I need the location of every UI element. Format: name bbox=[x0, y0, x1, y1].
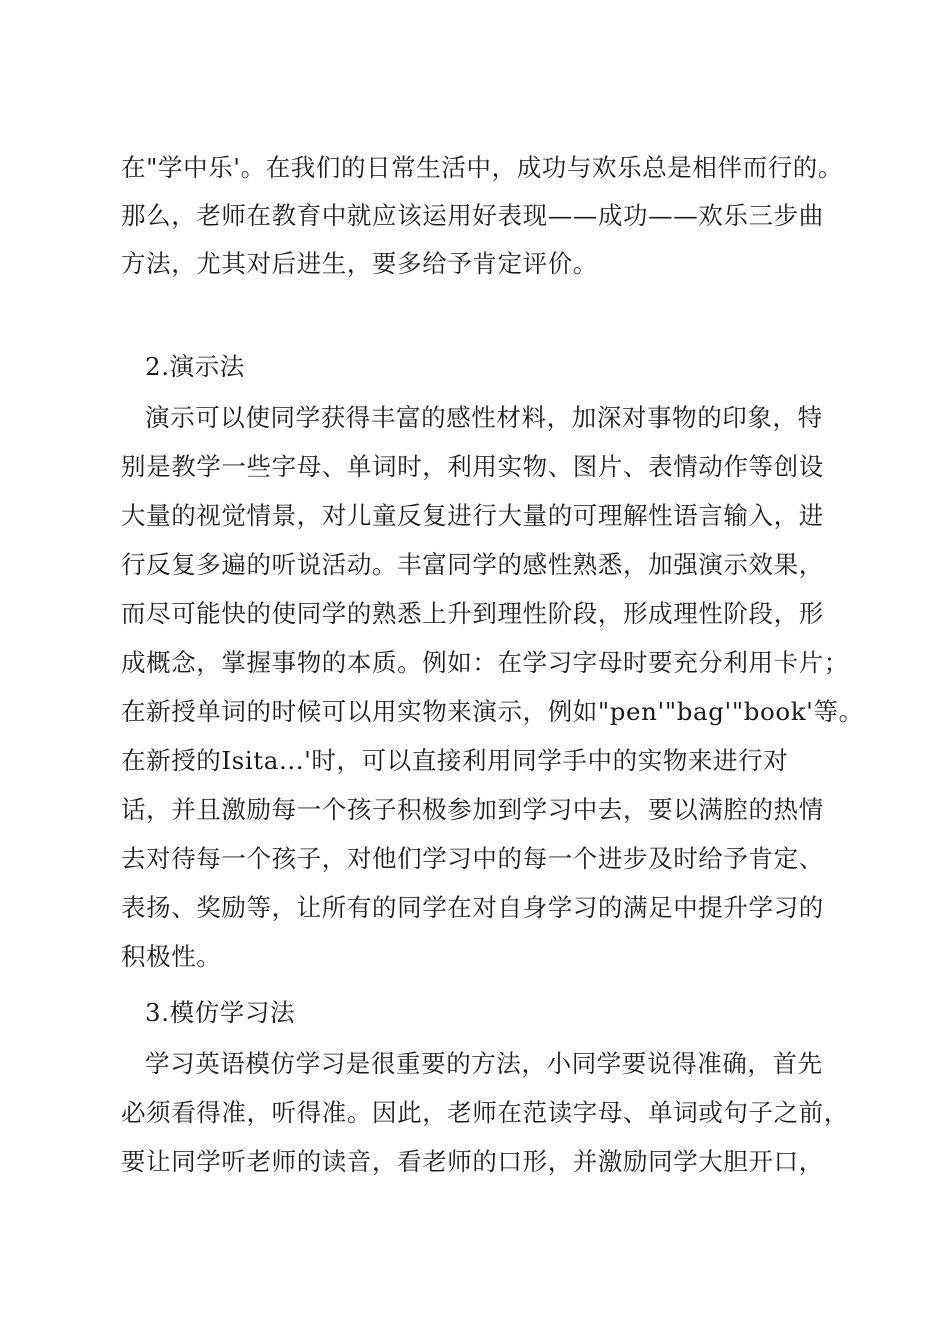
text-line: 方法，尤其对后进生，要多给予肯定评价。 bbox=[121, 249, 598, 278]
text-line: 学习英语模仿学习是很重要的方法，小同学要说得准确，首先 bbox=[145, 1049, 823, 1078]
text-line: 表扬、奖励等，让所有的同学在对自身学习的满足中提升学习的 bbox=[121, 893, 824, 922]
section-heading: 2.演示法 bbox=[145, 352, 245, 381]
text-line: 行反复多遍的听说活动。丰富同学的感性熟悉，加强演示效果， bbox=[121, 550, 824, 579]
text-line: 大量的视觉情景，对儿童反复进行大量的可理解性语言输入，进 bbox=[121, 501, 824, 530]
text-line: 在新授的Isita...'时，可以直接利用同学手中的实物来进行对 bbox=[121, 746, 789, 775]
text-line: 要让同学听老师的读音，看老师的口形，并激励同学大胆开口， bbox=[121, 1147, 824, 1176]
text-line: 在"学中乐'。在我们的日常生活中，成功与欢乐总是相伴而行的。 bbox=[121, 153, 844, 182]
text-line: 而尽可能快的使同学的熟悉上升到理性阶段，形成理性阶段，形 bbox=[121, 599, 824, 628]
text-line: 那么，老师在教育中就应该运用好表现——成功——欢乐三步曲 bbox=[121, 201, 824, 230]
text-line: 在新授单词的时候可以用实物来演示，例如"pen'"bag'"book'等。 bbox=[121, 697, 864, 726]
text-line: 演示可以使同学获得丰富的感性材料，加深对事物的印象，特 bbox=[145, 403, 823, 432]
text-line: 必须看得准，听得准。因此，老师在范读字母、单词或句子之前， bbox=[121, 1098, 849, 1127]
text-line: 别是教学一些字母、单词时，利用实物、图片、表情动作等创设 bbox=[121, 452, 824, 481]
section-heading: 3.模仿学习法 bbox=[145, 998, 296, 1027]
text-line: 积极性。 bbox=[121, 942, 222, 971]
text-line: 去对待每一个孩子，对他们学习中的每一个进步及时给予肯定、 bbox=[121, 844, 824, 873]
text-line: 成概念，掌握事物的本质。例如：在学习字母时要充分利用卡片； bbox=[121, 648, 849, 677]
text-line: 话，并且激励每一个孩子积极参加到学习中去，要以满腔的热情 bbox=[121, 795, 824, 824]
